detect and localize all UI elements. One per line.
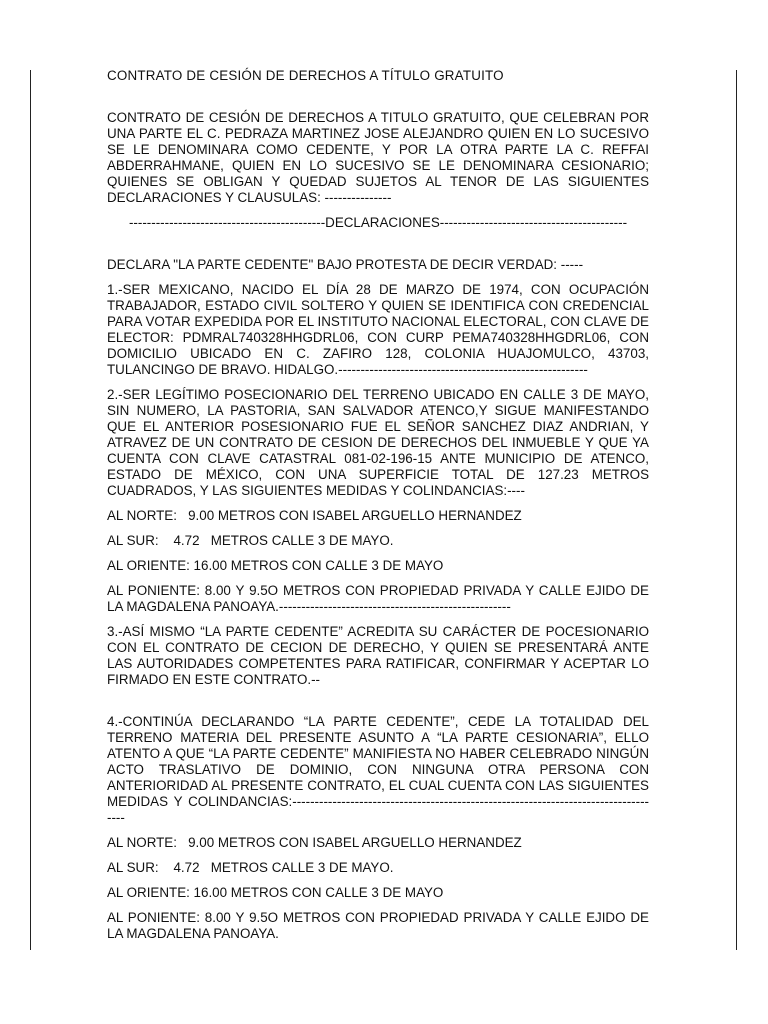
document-body xyxy=(107,68,649,942)
boundary-north: AL NORTE: 9.00 METROS CON ISABEL ARGUELLO HERNANDEZ xyxy=(107,508,522,523)
declaraciones-heading: --------------------------------------------DECLARACIONES------------------------------------------ xyxy=(128,215,628,230)
declaration-item-1: 1.-SER MEXICANO, NACIDO EL DÍA 28 DE MARZO DE 1974, CON OCUPACIÓN TRABAJADOR, ESTADO CIVIL SOLTERO Y QUIEN SE IDENTIFICA CON CREDENCIAL PARA VOTAR EXPEDIDA POR EL INSTITUTO NACIONAL ELECTORAL, CON CLAVE DE ELECTOR: PDMRAL740328HHGDRL06, CON CURP PEMA740328HHGDRL06, CON DOMICILIO UBICADO EN C. ZAFIRO 128, COLONIA HUAJOMULCO, 43703, TULANCINGO DE BRAVO. HIDALGO.-------------------------------------------------------- xyxy=(107,282,649,377)
declaration-item-4: 4.-CONTINÚA DECLARANDO “LA PARTE CEDENTE”, CEDE LA TOTALIDAD DEL TERRENO MATERIA DEL PRESENTE ASUNTO A “LA PARTE CESIONARIA”, ELLO ATENTO A QUE “LA PARTE CEDENTE” MANIFIESTA NO HABER CELEBRADO NINGÚN ACTO TRASLATIVO DE DOMINIO, CON NINGUNA OTRA PERSONA CON ANTERIORIDAD AL PRESENTE CONTRATO, EL CUAL CUENTA CON LAS SIGUIENTES MEDIDAS Y COLINDANCIAS:------------------------------------------------------------------------------------ xyxy=(107,714,649,825)
declaration-item-3: 3.-ASÍ MISMO “LA PARTE CEDENTE” ACREDITA SU CARÁCTER DE POCESIONARIO CON EL CONTRATO DE CECION DE DERECHO, Y QUIEN SE PRESENTARÁ ANTE LAS AUTORIDADES COMPETENTES PARA RATIFICAR, CONFIRMAR Y ACEPTAR LO FIRMADO EN ESTE CONTRATO.-- xyxy=(107,624,649,687)
boundary-west-2: AL PONIENTE: 8.00 Y 9.5O METROS CON PROPIEDAD PRIVADA Y CALLE EJIDO DE LA MAGDALENA PANOAYA. xyxy=(107,910,649,941)
declara-intro: DECLARA "LA PARTE CEDENTE" BAJO PROTESTA DE DECIR VERDAD: ----- xyxy=(107,257,584,272)
declaration-item-2: 2.-SER LEGÍTIMO POSECIONARIO DEL TERRENO UBICADO EN CALLE 3 DE MAYO, SIN NUMERO, LA PASTORIA, SAN SALVADOR ATENCO,Y SIGUE MANIFESTANDO QUE EL ANTERIOR POSESIONARIO FUE EL SEÑOR SANCHEZ DIAZ ANDRIAN, Y ATRAVEZ DE UN CONTRATO DE CESION DE DERECHOS DEL INMUEBLE Y QUE YA CUENTA CON CLAVE CATASTRAL 081-02-196-15 ANTE MUNICIPIO DE ATENCO, ESTADO DE MÉXICO, CON UNA SUPERFICIE TOTAL DE 127.23 METROS CUADRADOS, Y LAS SIGUIENTES MEDIDAS Y COLINDANCIAS:---- xyxy=(107,387,649,498)
boundary-east-2: AL ORIENTE: 16.00 METROS CON CALLE 3 DE MAYO xyxy=(107,885,444,900)
intro-paragraph: CONTRATO DE CESIÓN DE DERECHOS A TITULO GRATUITO, QUE CELEBRAN POR UNA PARTE EL C. PEDRAZA MARTINEZ JOSE ALEJANDRO QUIEN EN LO SUCESIVO SE LE DENOMINARA COMO CEDENTE, Y POR LA OTRA PARTE LA C. REFFAI ABDERRAHMANE, QUIEN EN LO SUCESIVO SE LE DENOMINARA CESIONARIO; QUIENES SE OBLIGAN Y QUEDAD SUJETOS AL TENOR DE LAS SIGUIENTES DECLARACIONES Y CLAUSULAS: --------------- xyxy=(107,110,649,205)
document-title: CONTRATO DE CESIÓN DE DERECHOS A TÍTULO GRATUITO xyxy=(107,68,504,83)
boundary-west: AL PONIENTE: 8.00 Y 9.5O METROS CON PROPIEDAD PRIVADA Y CALLE EJIDO DE LA MAGDALENA PANOAYA.---------------------------------------------------- xyxy=(107,583,649,614)
page-right-border xyxy=(736,70,737,950)
boundary-south-2: AL SUR: 4.72 METROS CALLE 3 DE MAYO. xyxy=(107,860,394,875)
page-left-border xyxy=(30,70,31,950)
boundary-east: AL ORIENTE: 16.00 METROS CON CALLE 3 DE MAYO xyxy=(107,558,444,573)
boundary-north-2: AL NORTE: 9.00 METROS CON ISABEL ARGUELLO HERNANDEZ xyxy=(107,835,522,850)
boundary-south: AL SUR: 4.72 METROS CALLE 3 DE MAYO. xyxy=(107,533,394,548)
